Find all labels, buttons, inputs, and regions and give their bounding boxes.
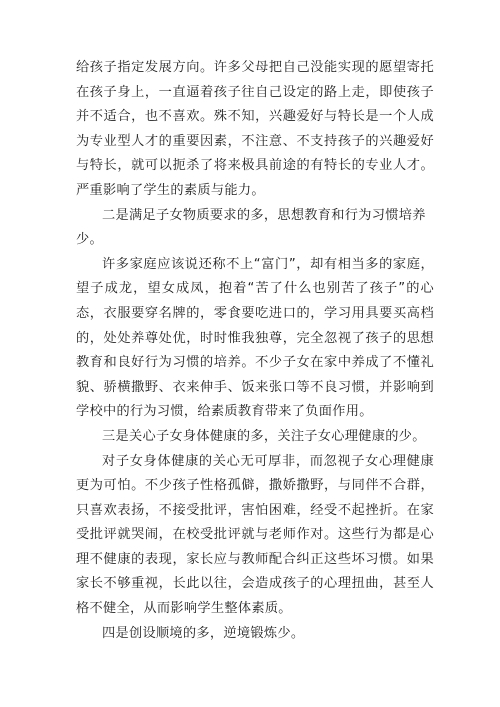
body-paragraph-4: 对子女身体健康的关心无可厚非，而忽视子女心理健康更为可怕。不少孩子性格孤僻，撒娇撒野，与同伴不合群，只喜欢表扬，不接受批评，害怕困难，经受不起挫折。在家受批评就哭闹，在校受批评就与老师作对。这些行为都是心理不健康的表现，家长应与教师配合纠正这些坏习惯。如果家长不够重视，长此以往，会造成孩子的心理扭曲，甚至人格不健全，从而影响学生整体素质。 [76, 453, 434, 617]
body-paragraph-3: 许多家庭应该说还称不上“富门”，却有相当多的家庭，望子成龙，望女成凤，抱着“苦了什么也别苦了孩子”的心态，衣服要穿名牌的，零食要吃进口的，学习用具要买高档的，处处养尊处优，时时惟我独尊，完全忽视了孩子的思想教育和良好行为习惯的培养。不少子女在家中养成了不懂礼貌、骄横撒野、衣来伸手、饭来张口等不良习惯，并影响到学校中的行为习惯，给素质教育带来了负面作用。 [76, 256, 434, 420]
section-heading-2: 二是满足子女物质要求的多，思想教育和行为习惯培养少。 [76, 207, 426, 248]
section-heading-3: 三是关心子女身体健康的多，关注子女心理健康的少。 [102, 428, 426, 444]
body-paragraph-1: 给孩子指定发展方向。许多父母把自己没能实现的愿望寄托在孩子身上，一直逼着孩子往自己设定的路上走，即使孩子并不适合，也不喜欢。殊不知，兴趣爱好与特长是一个人成为专业型人才的重要因素，不注意、不支持孩子的兴趣爱好与特长，就可以扼杀了将来极具前途的有特长的专业人才。严重影响了学生的素质与能力。 [76, 60, 434, 198]
section-heading-4: 四是创设顺境的多，逆境锻炼少。 [102, 625, 305, 641]
